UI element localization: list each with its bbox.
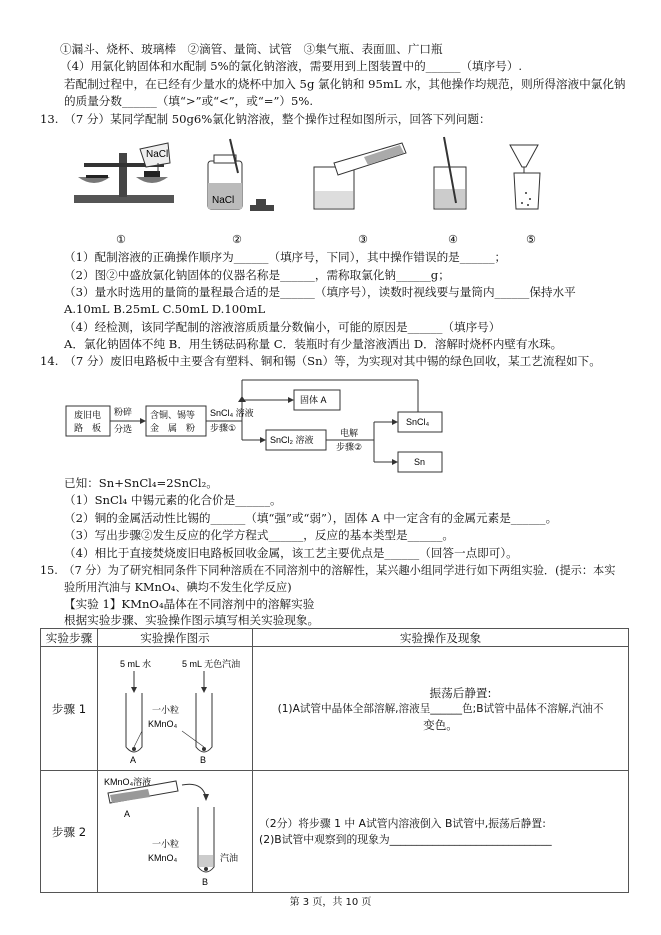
page-footer: 第 3 页，共 10 页 [289, 897, 372, 908]
nacl-bag-label: NaCl [146, 149, 169, 160]
q15-stem: 15. （7 分）为了研究相同条件下同种溶质在不同溶剂中的溶解性，某兴趣小组同学进行如下两组实验．(提示：本实 [40, 564, 616, 577]
row2-tube-a: A [124, 809, 131, 819]
exp1-instruction: 根据实验步骤、实验操作图示填写相关实验现象。 [64, 613, 320, 627]
exp1-title: 【实验 1】KMnO₄晶体在不同溶剂中的溶解实验 [64, 597, 315, 611]
row1-tube-b: B [200, 755, 207, 765]
q14-flowchart [64, 372, 484, 478]
fig-label-4: ④ [448, 234, 458, 246]
row1-kmno4-label: KMnO₄ [148, 719, 178, 729]
q13-part3-options: A.10mL B.25mL C.50mL D.100mL [64, 302, 266, 316]
row2-grain-label: 一小粒 [152, 839, 180, 849]
q14-part4: （4）相比于直接焚烧废旧电路板回收金属，该工艺主要优点是______（回答一点即可）。 [64, 546, 518, 560]
header-phenomenon: 实验操作及现象 [253, 629, 629, 647]
q14-part1: （1）SnCl₄ 中锡元素的化合价是______。 [64, 493, 282, 507]
fig-label-5: ⑤ [526, 234, 536, 246]
q13-figure [64, 133, 564, 253]
row2-solution-label: KMnO₄溶液 [104, 777, 152, 787]
balance-figure [74, 143, 174, 203]
row2-figure [98, 771, 253, 893]
q12-part4-cont: 若配制过程中，在已经有少量水的烧杯中加入 5g 氯化钠和 95mL 水，其他操作均规范，则所得溶液中氯化钠 [64, 77, 626, 91]
row2-phenomenon [253, 771, 629, 893]
stirring-figure [434, 137, 466, 209]
flow-box1-line2: 路 板 [74, 423, 102, 433]
row1-water-label: 5 mL 水 [120, 659, 152, 669]
flow-step1-top: SnCl₄ 溶液 [210, 408, 254, 418]
q12-part4-cont2: 的质量分数______（填“>”或“<”，或“=”）5%. [64, 94, 314, 108]
flow-sn: Sn [414, 457, 426, 467]
flow-step1-bottom: 步骤① [210, 423, 237, 433]
row1-tube-a: A [130, 755, 137, 765]
flow-arrow1-bottom: 分选 [114, 424, 133, 434]
flow-solid-a: 固体 A [300, 395, 327, 405]
row2-text1: （2分）将步骤 1 中 A试管内溶液倒入 B试管中,振荡后静置: [259, 816, 546, 830]
q13-part4-options: A．氯化钠固体不纯 B．用生锈砝码称量 C．装瓶时有少量溶液洒出 D．溶解时烧杯内壁有水珠。 [64, 337, 563, 351]
q13-part4: （4）经检测，该同学配制的溶液溶质质量分数偏小，可能的原因是______（填序号） [64, 320, 501, 334]
flow-arrow1-top: 粉碎 [114, 407, 133, 417]
row1-step: 步骤 1 [41, 647, 98, 771]
q13-part2: （2）图②中盛放氯化钠固体的仪器名称是______，需称取氯化钠______g； [64, 268, 450, 282]
flow-box2-line1: 含铜、锡等 [150, 410, 196, 420]
row1-oil-label: 5 mL 无色汽油 [182, 659, 241, 669]
row2-text2: (2)B试管中观察到的现象为______________________________ [259, 832, 552, 846]
header-figure: 实验操作图示 [98, 629, 253, 647]
fig-label-2: ② [232, 234, 242, 246]
row1-text1: 振荡后静置: [429, 685, 492, 700]
q14-stem: 14. （7 分）废旧电路板中主要含有塑料、铜和锡（Sn）等，为实现对其中锡的绿色回收，某工艺流程如下。 [40, 354, 601, 368]
fig-label-3: ③ [358, 234, 368, 246]
header-step: 实验步骤 [41, 629, 98, 647]
row2-oil-label: 汽油 [220, 853, 239, 863]
row1-grain-label: 一小粒 [152, 705, 180, 715]
flow-box1-line1: 废旧电 [74, 410, 102, 420]
pouring-figure [314, 143, 406, 209]
q13-stem: 13. （7 分）某同学配制 50g6%氯化钠溶液，整个操作过程如图所示，回答下列问题： [40, 112, 491, 126]
funnel-figure [510, 145, 540, 209]
q12-part4: （4）用氯化钠固体和水配制 5%的氯化钠溶液，需要用到上图装置中的______（填序号）. [60, 59, 523, 73]
jar-label: NaCl [212, 195, 235, 206]
row2-kmno4-label: KMnO₄ [148, 853, 178, 863]
flow-electro-top: 电解 [340, 428, 359, 438]
q13-part3: （3）量水时选用的量筒的量程最合适的是______（填序号），读数时视线要与量筒内______保持水平 [64, 285, 576, 299]
q13-part1: （1）配制溶液的正确操作顺序为______（填序号，下同），其中操作错误的是______； [64, 250, 507, 264]
flow-sncl4: SnCl₄ [406, 417, 430, 427]
q15-stem-cont: 验所用汽油与 KMnO₄、碘均不发生化学反应) [64, 581, 292, 594]
row1-text3: 变色。 [423, 717, 458, 732]
flow-sncl2: SnCl₂ 溶液 [270, 435, 314, 445]
q14-known: 已知：Sn+SnCl₄=2SnCl₂。 [64, 476, 218, 490]
row1-text2: (1)A试管中晶体全部溶解,溶液呈______色;B试管中晶体不溶解,汽油不 [277, 702, 604, 715]
row2-tube-b: B [202, 877, 209, 887]
reagent-jar-figure [208, 139, 274, 211]
q14-part2: （2）铜的金属活动性比锡的______（填“强”或“弱”），固体 A 中一定含有的金属元素是______。 [64, 511, 558, 525]
q14-part3: （3）写出步骤②发生反应的化学方程式______，反应的基本类型是______。 [64, 528, 454, 542]
row2-step: 步骤 2 [41, 771, 98, 893]
experiment-table [40, 628, 629, 893]
row1-figure [98, 647, 253, 771]
row1-phenomenon [253, 647, 629, 771]
flow-electro-bottom: 步骤② [336, 442, 363, 452]
flow-box2-line2: 金 属 粉 [150, 423, 196, 433]
fig-label-1: ① [116, 234, 126, 246]
options-line: ①漏斗、烧杯、玻璃棒 ②滴管、量筒、试管 ③集气瓶、表面皿、广口瓶 [60, 42, 443, 56]
